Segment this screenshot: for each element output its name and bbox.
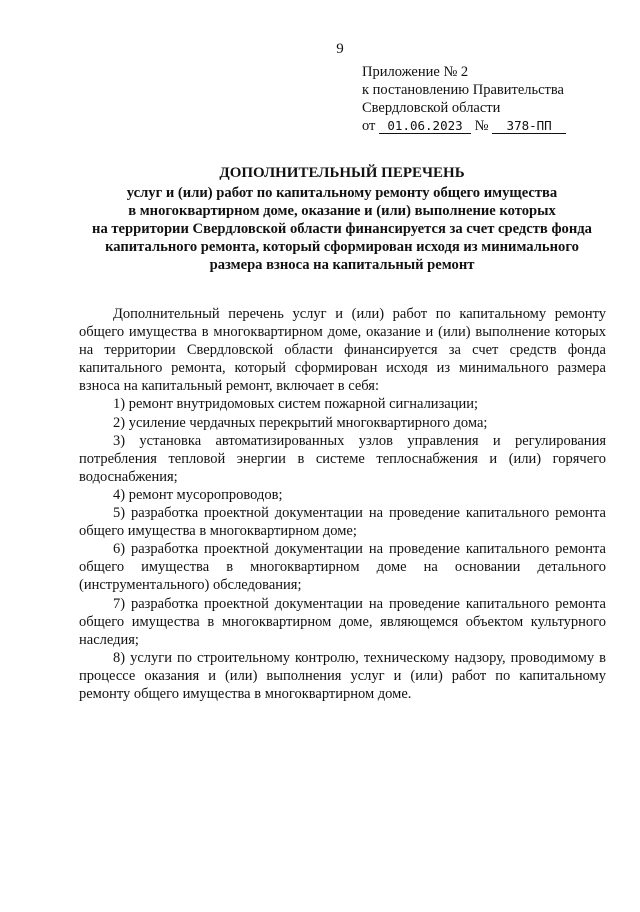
appendix-header [362,63,632,135]
list-item: 5) разработка проектной документации на проведение капитального ремонта общего имущества в многоквартирном доме; [79,505,606,540]
document-title [80,164,604,274]
title-line: в многоквартирном доме, оказание и (или) выполнение которых [128,203,556,219]
document-body [79,305,606,703]
list-item: 8) услуги по строительному контролю, техническому надзору, проводимому в процессе оказания и (или) выполнения услуг и (или) работ по капитальному ремонту общего имущества в многоквартирном доме. [79,649,606,702]
list-item: 4) ремонт мусоропроводов; [113,486,283,503]
appendix-date-line [362,117,632,135]
appendix-line: Свердловской области [362,100,501,116]
list-item: 7) разработка проектной документации на проведение капитального ремонта общего имущества в многоквартирном доме, являющемся объектом культурного наследия; [79,595,606,648]
intro-paragraph: Дополнительный перечень услуг и (или) работ по капитальному ремонту общего имущества в многоквартирном доме, оказание и (или) выполнение которых на территории Свердловской области финансируется за счет средств фонда капитального ремонта, который сформирован исходя из минимального размера взноса на капитальный ремонт, включает в себя: [79,306,606,395]
list-item: 3) установка автоматизированных узлов управления и регулирования потребления тепловой энергии в системе теплоснабжения и (или) горячего водоснабжения; [79,432,606,485]
resolution-date: 01.06.2023 [379,119,471,134]
list-item: 1) ремонт внутридомовых систем пожарной сигнализации; [113,396,479,413]
list-item: 6) разработка проектной документации на проведение капитального ремонта общего имущества в многоквартирном доме на основании детального (инструментального) обследования; [79,541,606,594]
title-main: ДОПОЛНИТЕЛЬНЫЙ ПЕРЕЧЕНЬ [219,165,465,181]
resolution-number: 378-ПП [492,119,566,134]
title-line: услуг и (или) работ по капитальному ремонту общего имущества [126,185,558,201]
title-line: размера взноса на капитальный ремонт [209,257,475,273]
appendix-line: Приложение № 2 [362,64,469,80]
title-line: на территории Свердловской области финансируется за счет средств фонда [92,221,592,237]
list-item: 2) усиление чердачных перекрытий многоквартирного дома; [113,414,488,431]
from-label: от [362,118,376,134]
appendix-line: к постановлению Правительства [362,82,564,98]
page-number: 9 [336,41,344,57]
title-line: капитального ремонта, который сформирован исходя из минимального [105,239,579,255]
number-label: № [474,118,489,134]
